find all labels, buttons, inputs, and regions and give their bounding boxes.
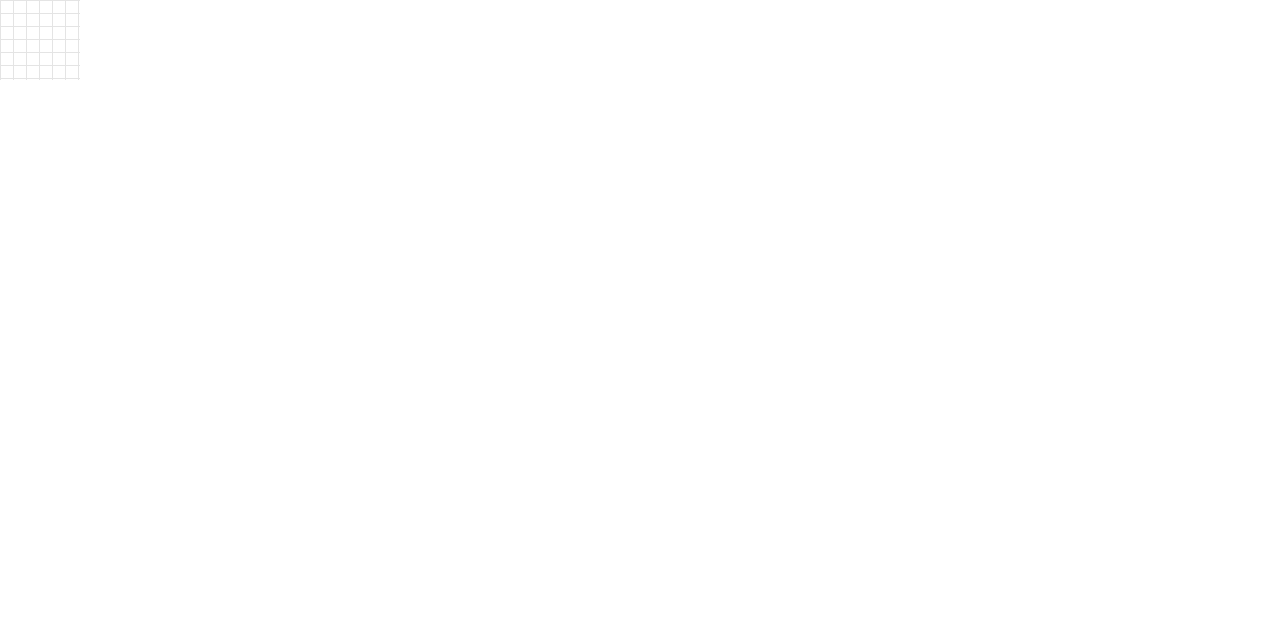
grid-swatch — [0, 0, 80, 80]
